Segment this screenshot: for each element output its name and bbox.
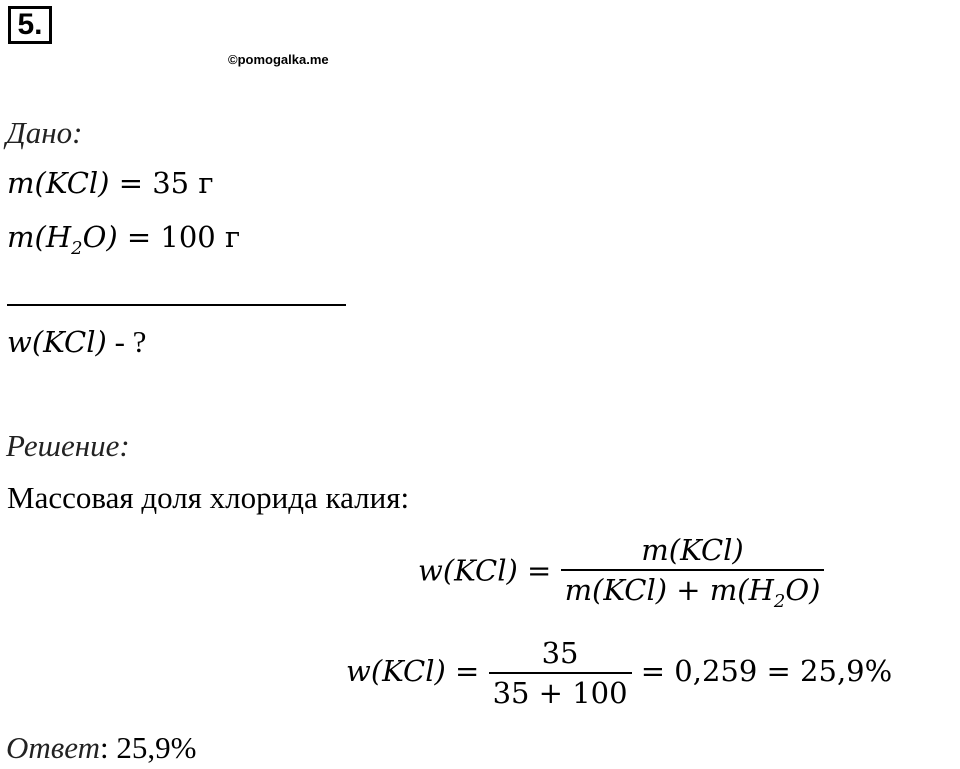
formula-mass-fraction <box>418 533 824 612</box>
calculation-numerator: 35 <box>541 636 579 670</box>
given-divider-line <box>7 304 346 306</box>
given-heading: Дано: <box>6 115 83 150</box>
equals-sign: = <box>118 166 144 200</box>
calculation-lhs: w(KCl) <box>346 654 446 688</box>
calculation-denominator: 35 + 100 <box>492 676 628 710</box>
equals-sign: = <box>455 654 480 688</box>
given-mass-kcl-value: 35 <box>152 166 190 200</box>
formula-lhs: w(KCl) <box>418 553 518 588</box>
formula-denominator: $m(KCl) + m(H_2O)$ <box>564 573 821 612</box>
answer-value: : 25,9% <box>99 730 197 765</box>
given-mass-water-unit: г <box>224 220 241 254</box>
given-mass-water <box>7 220 240 259</box>
find-quantity <box>7 324 146 360</box>
calculation <box>346 636 892 710</box>
task-number: 5. <box>8 6 52 44</box>
calculation-result: = 0,259 = 25,9% <box>640 654 893 688</box>
answer-line <box>6 730 196 766</box>
solution-heading: Решение: <box>6 428 130 463</box>
formula-fraction <box>561 533 825 612</box>
find-quantity-lhs: w(KCl) <box>7 325 107 359</box>
watermark: ©pomogalka.me <box>228 52 329 67</box>
solution-text: Массовая доля хлорида калия: <box>7 480 410 515</box>
given-mass-kcl <box>7 166 214 200</box>
given-mass-kcl-lhs: m(KCl) <box>7 166 110 200</box>
find-quantity-question: - ? <box>106 324 147 359</box>
given-mass-kcl-unit: г <box>198 166 214 200</box>
calculation-fraction <box>489 636 632 710</box>
given-mass-water-lhs: $m(H_2O)$ <box>7 220 118 259</box>
formula-numerator: m(KCl) <box>641 533 744 567</box>
equals-sign: = <box>126 220 152 254</box>
equals-sign: = <box>527 553 552 588</box>
answer-label: Ответ <box>6 730 100 765</box>
given-mass-water-value: 100 <box>160 220 216 254</box>
